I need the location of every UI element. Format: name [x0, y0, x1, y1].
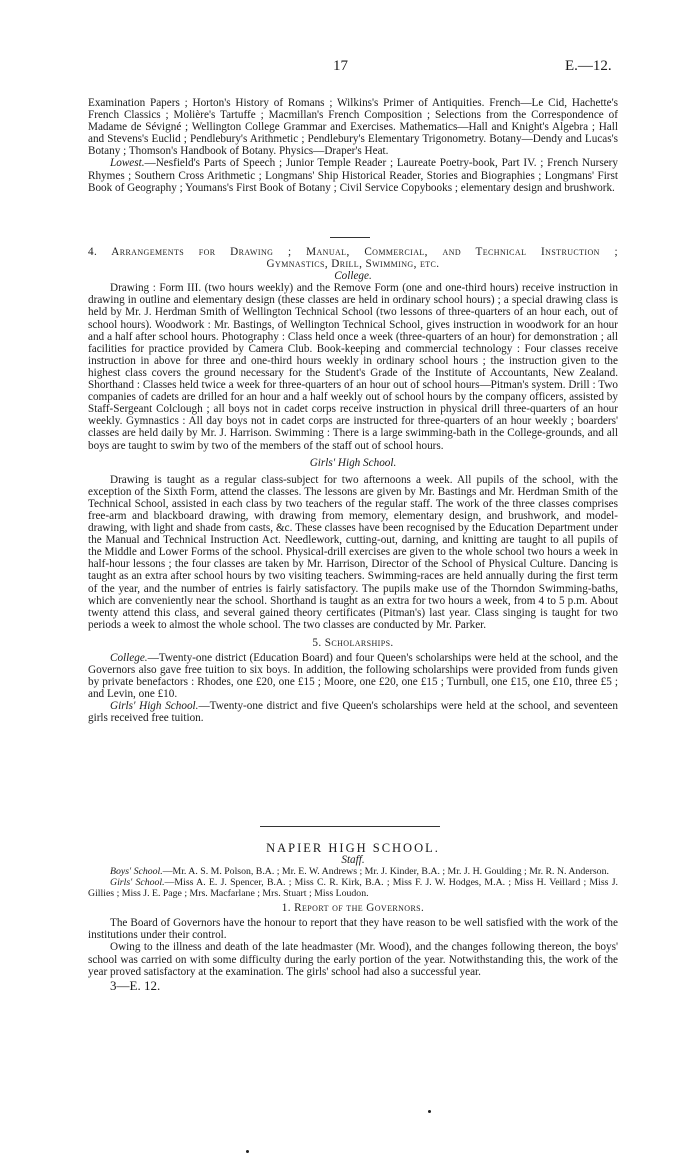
book-list-paragraph: Examination Papers ; Horton's History of Romans ; Wilkins's Primer of Antiquities. French—Le Cid, Hachette's French Classics ; Molière's Tartuffe ; Macmillan's French Composition ; Selections from the Correspondence of Madame de Sévigné ; Wellington College Grammar and Exercises. Mathematics—Hall and Knight's Algebra ; Hall and Stevens's Euclid ; Pendlebury's Arithmetic ; Pendlebury's Elementary Trigonometry. Botany—Dendy and Lucas's Botany ; Thomson's Handbook of Botany. Physics—Draper's Heat.	[88, 97, 618, 158]
college-heading: College.	[334, 270, 372, 283]
girls-high-school-paragraph: Drawing is taught as a regular class-subject for two afternoons a week. All pupils of the school, with the exception of the Sixth Form, attend the classes. The lessons are given by Mr. Bastings and Mr. Herdman Smith of the Technical School, assisted in each class by two teachers of the regular staff. The work of the three classes comprises free-arm and blackboard drawing, with drawing from memory, elementary design, and brushwork, and model-drawing, with light and shade from casts, &c. These classes have been recognised by the Education Department under the Manual and Technical Instruction Act. Needlework, cutting-out, darning, and knitting are taught to all pupils of the Middle and Lower Forms of the school. Physical-drill exercises are given to the whole school two hours a week in half-hour lessons ; the four classes are taken by Mr. Harrison, Director of the School of Physical Culture. Dancing is taught as an extra after school hours by two visiting teachers. Swimming-races are held annually during the first term of the year, and the number of entries is fairly satisfactory. The pupils make use of the Thorndon Swimming-baths, which are conveniently near the school. Shorthand is taught as an extra for two hours a week, from 4 to 5 p.m. About twenty attend this class, and several gained theory certificates (Pitman's) last year. Class singing is taught for two periods a week to almost the whole school. The two classes are conducted by Mr. Parker.	[88, 473, 618, 631]
college-scholarships-label: College.	[110, 652, 148, 664]
book-list-block	[88, 97, 618, 194]
napier-high-school-title: NAPIER HIGH SCHOOL.	[266, 841, 440, 855]
footer-signature: 3—E. 12.	[110, 977, 161, 993]
girls-scholarships-text: —Twenty-one district and five Queen's scholarships were held at the school, and seventeen girls received free tuition.	[88, 700, 618, 725]
boys-school-staff	[88, 866, 618, 877]
girls-scholarships-paragraph	[88, 700, 618, 724]
college-paragraph: Drawing : Form III. (two hours weekly) and the Remove Form (one and one-third hours) receive instruction in drawing in outline and elementary design (these classes are held in ordinary school hours) ; a special drawing class is held by Mr. J. Herdman Smith of Wellington Technical School (two lessons of three-quarters of an hour each, out of school hours). Woodwork : Mr. Bastings, of Wellington Technical School, gives instruction in woodwork for an hour and a half after school hours. Photography : Class held once a week (three-quarters of an hour) for demonstration ; all facilities for practice provided by Camera Club. Book-keeping and commercial technology : Four classes receive instruction in above for three and one-third hours weekly in ordinary school hours ; the instruction given to the highest class covers the ground necessary for the Student's Grade of the Institute of Accountants, New Zealand. Shorthand : Classes held twice a week for three-quarters of an hour out of school hours—Pitman's system. Drill : Two companies of cadets are drilled for an hour and a half weekly out of school hours by the company officers, assisted by Staff-Sergeant Colclough ; all boys not in cadet corps receive instruction in physical drill three-quarters of an hour weekly. Gymnastics : All day boys not in cadet corps are instructed for three-quarters of an hour weekly ; boarders' classes are held daily by Mr. J. Harrison. Swimming : There is a large swimming-bath in the College-grounds, and all boys are taught to swim by two of the members of the staff out of school hours.	[88, 282, 618, 452]
college-scholarships-paragraph	[88, 652, 618, 700]
report-paragraph-2: Owing to the illness and death of the late headmaster (Mr. Wood), and the changes following thereon, the boys' school was carried on with some difficulty during the early portion of the year. Notwithstanding this, the work of the year proved satisfactory at the examination. The girls' school had also a successful year.	[88, 941, 618, 978]
lowest-text: —Nesfield's Parts of Speech ; Junior Temple Reader ; Laureate Poetry-book, Part IV. ; French Nursery Rhymes ; Southern Cross Arithmetic ; Longmans' Ship Historical Reader, Stories and Biographies ; Longmans' First Book of Geography ; Youmans's First Book of Botany ; Civil Service Copybooks ; elementary design and brushwork.	[88, 157, 618, 194]
section-divider	[330, 237, 370, 238]
napier-title-rule	[260, 826, 440, 827]
speck-mark	[246, 1150, 249, 1153]
staff-heading: Staff.	[341, 854, 365, 867]
college-scholarships-text: —Twenty-one district (Education Board) and four Queen's scholarships were held at the school, and the Governors also gave free tuition to six boys. In addition, the following scholarships were provided from funds given by private benefactors : Rhodes, one £20, one £15 ; Moore, one £20, one £15 ; Turnbull, one £15, one £10, three £5 ; and Levin, one £10.	[88, 652, 618, 701]
boys-school-label: Boys' School.	[110, 866, 163, 878]
girls-school-text: —Miss A. E. J. Spencer, B.A. ; Miss C. R. Kirk, B.A. ; Miss F. J. W. Hodges, M.A. ; Miss H. Veillard ; Miss J. Gillies ; Miss J. E. Page ; Mrs. Macfarlane ; Mrs. Stuart ; Miss Loudon.	[88, 877, 618, 900]
girls-high-school-heading: Girls' High School.	[309, 456, 397, 469]
page-header	[0, 58, 700, 78]
document-reference: E.—12.	[565, 58, 612, 74]
lowest-form-paragraph	[88, 157, 618, 193]
speck-mark	[428, 1110, 431, 1113]
girls-scholarships-label: Girls' High School.	[110, 700, 199, 713]
section-5-heading: 5. Scholarships.	[312, 636, 394, 649]
lowest-label: Lowest.	[110, 157, 145, 170]
section-4-heading-line2: Gymnastics, Drill, Swimming, etc.	[266, 258, 440, 271]
napier-block	[88, 842, 618, 992]
girls-school-staff	[88, 877, 618, 899]
section-4-block	[88, 246, 618, 725]
section-4-heading-line1: 4. Arrangements for Drawing ; Manual, Commercial, and Technical Instruction ;	[88, 246, 618, 258]
girls-school-label: Girls' School.	[110, 877, 165, 889]
report-paragraph-1: The Board of Governors have the honour to report that they have reason to be well satisfied with the work of the institutions under their control.	[88, 917, 618, 942]
page-number: 17	[333, 58, 348, 74]
report-heading: 1. Report of the Governors.	[281, 902, 425, 915]
boys-school-text: —Mr. A. S. M. Polson, B.A. ; Mr. E. W. Andrews ; Mr. J. Kinder, B.A. ; Mr. J. H. Goulding ; Mr. R. N. Anderson.	[162, 866, 609, 878]
